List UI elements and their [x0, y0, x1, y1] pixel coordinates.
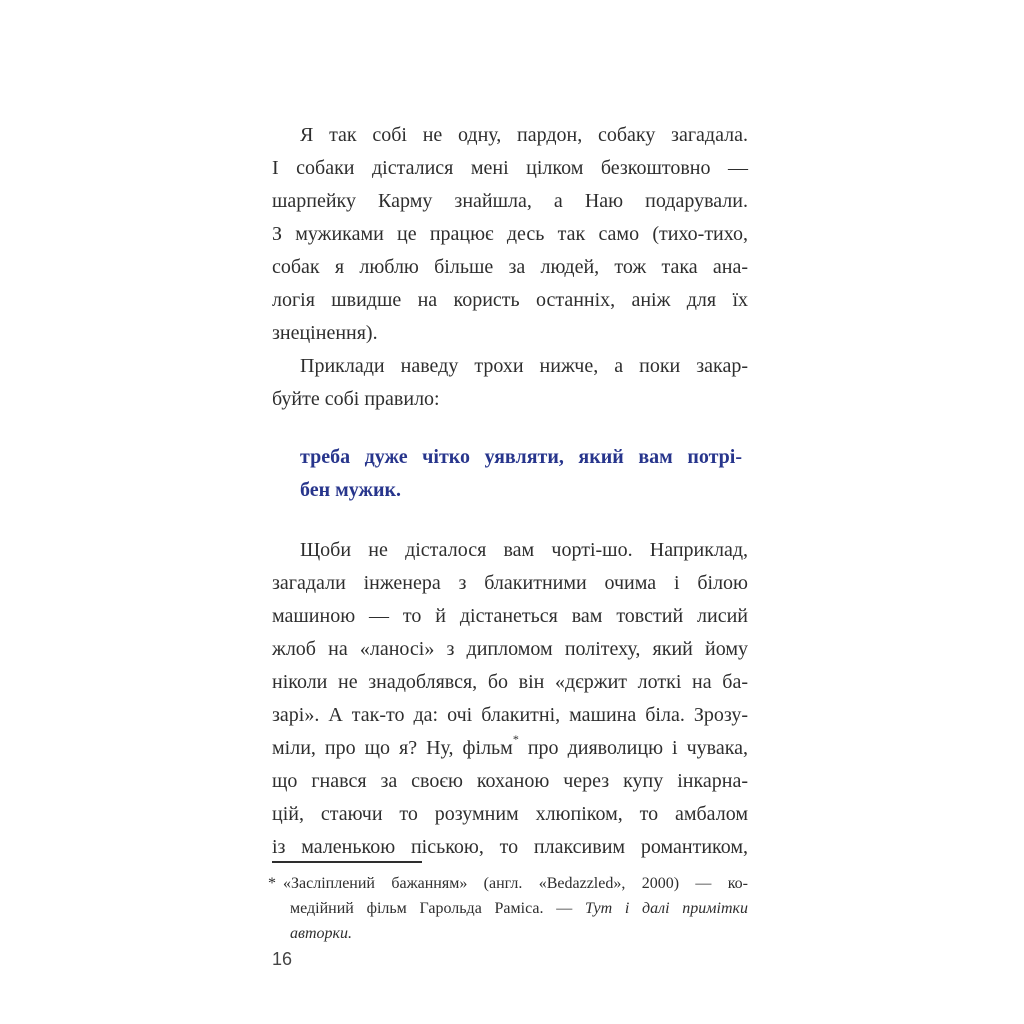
- paragraph-rule-intro: [272, 350, 748, 416]
- body-line: загадали інженера з блакитними очима і білою: [272, 572, 748, 594]
- footnote: [268, 871, 748, 946]
- body-line-with-footnote-ref: [272, 732, 748, 765]
- body-line: жлоб на «ланосі» з дипломом політеху, який йому: [272, 638, 748, 660]
- footnote-divider-rule: [272, 861, 422, 863]
- body-text-segment: про дияволицю і чувака,: [518, 737, 748, 759]
- footnote-text-segment: «Засліплений бажанням» (англ. «Bedazzled», 2000) — ко-: [283, 875, 748, 892]
- body-line: машиною — то й дістанеться вам товстий лисий: [272, 605, 748, 627]
- footnote-line: [268, 896, 748, 921]
- body-line: Я так собі не одну, пардон, собаку загадала.: [300, 124, 748, 146]
- body-line: цій, стаючи то розумним хлюпіком, то амбалом: [272, 803, 748, 825]
- footnote-text-segment: медійний фільм Гарольда Раміса. —: [290, 900, 585, 917]
- body-line: Приклади наведу трохи нижче, а поки закар-: [300, 355, 748, 377]
- body-line: шарпейку Карму знайшла, а Наю подарували.: [272, 190, 748, 212]
- body-line: Щоби не дісталося вам чорті-шо. Наприклад,: [300, 539, 748, 561]
- body-line: логія швидше на користь останніх, аніж для їх: [272, 289, 748, 311]
- footnote-marker: *: [268, 875, 276, 892]
- page-number: 16: [272, 949, 293, 969]
- body-line: зарі». А так-то да: очі блакитні, машина біла. Зрозу-: [272, 704, 748, 726]
- body-line: собак я люблю більше за людей, тож така ана-: [272, 256, 748, 278]
- body-line: ніколи не знадоблявся, бо він «дєржит лоткі на ба-: [272, 671, 748, 693]
- footnote-attribution-line: авторки.: [290, 925, 352, 942]
- paragraph-examples: [272, 534, 748, 864]
- quote-line: треба дуже чітко уявляти, який вам потрі-: [300, 446, 742, 468]
- body-line: знецінення).: [272, 322, 378, 344]
- quote-line: бен мужик.: [300, 479, 402, 501]
- footnote-line: [268, 871, 748, 896]
- footnote-attribution-segment: Тут і далі примітки: [584, 900, 748, 917]
- body-line: І собаки дісталися мені цілком безкоштовно —: [272, 157, 748, 179]
- body-text-segment: міли, про що я? Ну, фільм: [272, 737, 513, 759]
- body-line: із маленькою піською, то плаксивим романтиком,: [272, 836, 748, 858]
- text-column: [272, 119, 748, 864]
- paragraph-opening: [272, 119, 748, 350]
- footnote-asterisk-marker: *: [512, 732, 519, 746]
- body-line: що гнався за своєю коханою через купу інкарна-: [272, 770, 748, 792]
- rule-quote: [272, 441, 748, 507]
- body-line: З мужиками це працює десь так само (тихо-тихо,: [272, 223, 748, 245]
- body-line: буйте собі правило:: [272, 388, 440, 410]
